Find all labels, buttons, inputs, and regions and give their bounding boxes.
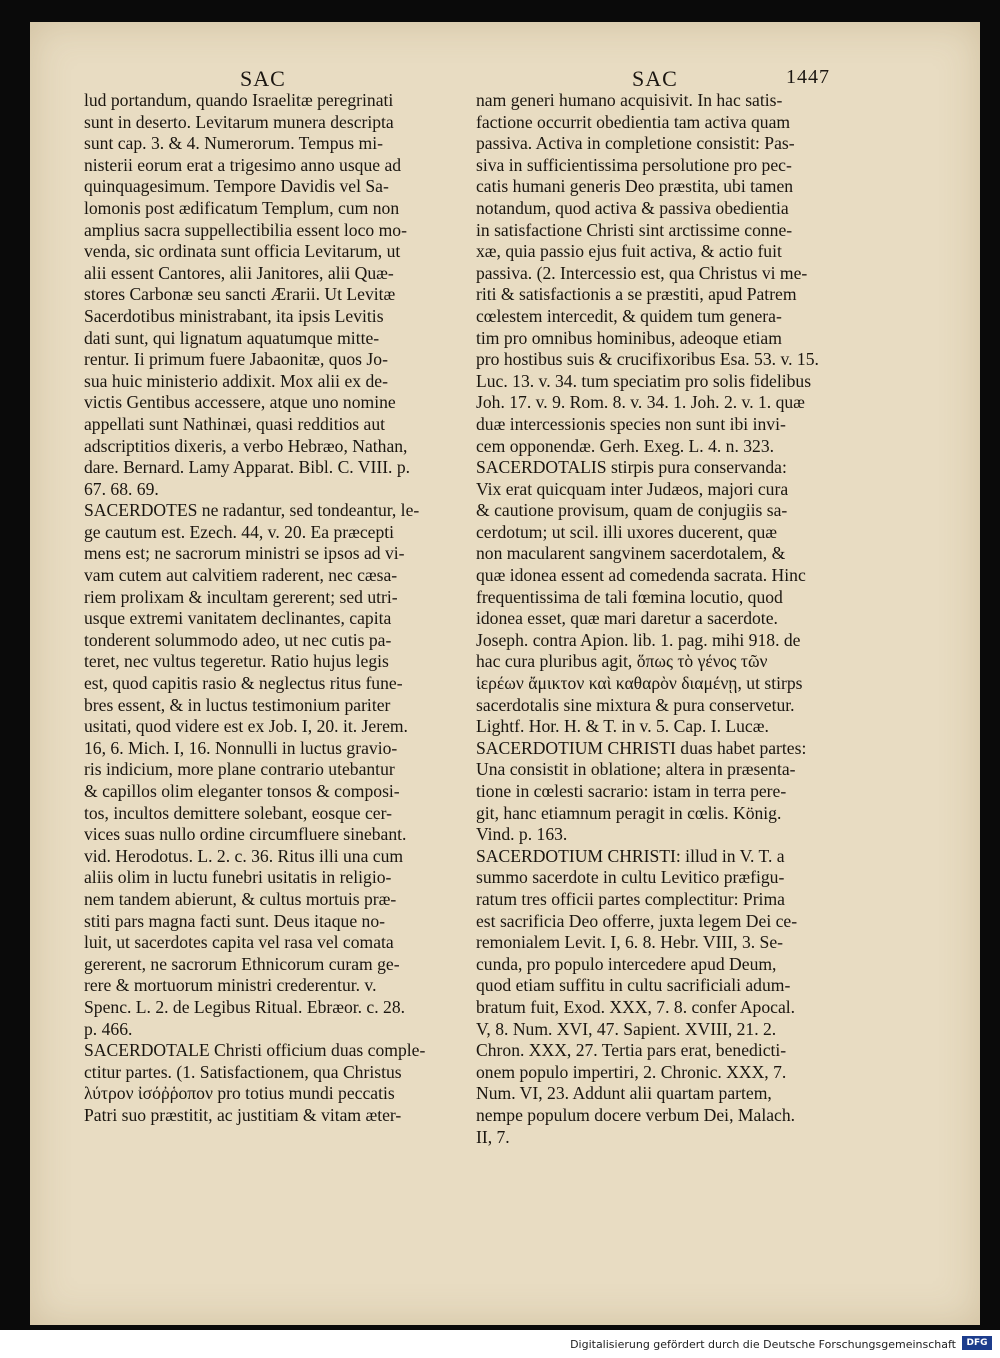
text-line: passiva. (2. Intercessio est, qua Christus vi me- [476,262,808,283]
text-line: gererent, ne sacrorum Ethnicorum curam ge- [84,953,400,974]
text-line: frequentissima de tali fœmina locutio, quod [476,586,783,607]
text-line: SACERDOTALE Christi officium duas comple- [84,1040,426,1061]
text-line: ge cautum est. Ezech. 44, v. 20. Ea præcepti [84,521,395,542]
text-line: Lightf. Hor. H. & T. in v. 5. Cap. I. Lucæ. [476,716,769,737]
dfg-logo: DFG [962,1336,992,1350]
text-line: est sacrificia Deo offerre, juxta legem Dei ce- [476,910,798,931]
text-line: Chron. XXX, 27. Tertia pars erat, benedicti- [476,1040,787,1061]
text-line: stores Carbonæ seu sancti Ærarii. Ut Levitæ [84,284,396,305]
text-line: venda, sic ordinata sunt officia Levitarum, ut [84,241,401,262]
text-line: dati sunt, qui lignatum aquatumque mitte- [84,327,380,348]
text-line: sunt in deserto. Levitarum munera descripta [84,111,394,132]
text-line: Joh. 17. v. 9. Rom. 8. v. 34. 1. Joh. 2. v. 1. quæ [476,392,805,413]
text-line: nam generi humano acquisivit. In hac satis- [476,90,783,110]
text-line: quæ idonea essent ad comedenda sacrata. Hinc [476,565,806,586]
text-line: onem populo impertiri, 2. Chronic. XXX, 7. [476,1061,787,1082]
text-line: cunda, pro populo intercedere apud Deum, [476,953,777,974]
text-line: sunt cap. 3. & 4. Numerorum. Tempus mi- [84,133,383,154]
text-line: dare. Bernard. Lamy Apparat. Bibl. C. VIII. p. [84,457,411,478]
text-line: sacerdotalis sine mixtura & pura conservetur. [476,694,795,715]
text-line: ἱερέων ἄμικτον καὶ καθαρὸν διαμένῃ, ut stirps [476,673,803,694]
text-line: summo sacerdote in cultu Levitico præfigu- [476,867,785,888]
text-line: siva in sufficientissima persolutione pro pec- [476,154,792,175]
text-line: ris indicium, more plane contrario utebantur [84,759,395,780]
text-line: & capillos olim eleganter tonsos & composi- [84,781,400,801]
left-running-head: SAC [240,66,286,91]
text-line: SACERDOTIUM CHRISTI duas habet partes: [476,737,807,758]
text-line: hac cura pluribus agit, ὅπως τὸ γένος τῶν [476,651,768,672]
text-line: est, quod capitis rasio & neglectus ritus fune- [84,673,403,694]
text-line: tim pro omnibus hominibus, adeoque etiam [476,327,782,348]
text-line: luit, ut sacerdotes capita vel rasa vel comata [84,932,394,953]
text-line: SACERDOTIUM CHRISTI: illud in V. T. a [476,845,785,866]
text-line: vid. Herodotus. L. 2. c. 36. Ritus illi una cum [84,845,404,866]
text-line: catis humani generis Deo præstita, ubi tamen [476,176,794,197]
text-line: quod etiam suffitu in cultu sacrificiali adum- [476,975,791,996]
text-line: xæ, quia passio ejus fuit activa, & actio fuit [476,241,782,262]
text-line: tos, incultos demittere solebant, eosque cer- [84,802,392,823]
text-line: remonialem Levit. I, 6. 8. Hebr. VIII, 3. Se- [476,932,783,953]
text-line: Vind. p. 163. [476,824,568,845]
text-line: non macularent sangvinem sacerdotalem, & [476,543,786,564]
text-line: Una consistit in oblatione; altera in præsenta- [476,759,796,780]
text-line: rentur. Ii primum fuere Jabaonitæ, quos Jo- [84,349,388,370]
funding-note: Digitalisierung gefördert durch die Deutsche Forschungsgemeinschaft [570,1338,956,1351]
text-line: riem prolixam & incultam gererent; sed utri- [84,586,398,607]
text-line: bratum fuit, Exod. XXX, 7. 8. confer Apocal. [476,996,796,1017]
text-line: Vix erat quicquam inter Judæos, majori cura [476,478,789,499]
right-running-head: SAC [632,66,678,91]
text-line: Patri suo præstitit, ac justitiam & vitam æter- [84,1104,402,1125]
text-line: stiti pars magna facti sunt. Deus itaque no- [84,910,385,931]
text-line: usitati, quod videre est ex Job. I, 20. it. Jerem. [84,716,408,737]
text-line: alii essent Cantores, alii Janitores, alii Quæ- [84,262,394,283]
text-line: git, hanc etiamnum peragit in cœlis. König. [476,802,782,823]
right-column [476,90,842,1148]
text-line: appellati sunt Nathinæi, quasi redditios aut [84,413,386,434]
text-line: teret, nec vultus tegeretur. Ratio hujus legis [84,651,389,672]
footer-bar [0,1330,1000,1358]
text-line: usque extremi vanitatem declinantes, capita [84,608,392,629]
text-line: in satisfactione Christi sint arctissime conne- [476,219,793,240]
text-line: cerdotum; ut scil. illi uxores ducerent, quæ [476,521,777,542]
text-line: factione occurrit obedientia tam activa quam [476,111,791,132]
text-line: mens est; ne sacrorum ministri se ipsos ad vi- [84,543,405,564]
left-column [84,90,458,1127]
text-line: passiva. Activa in completione consistit: Pas- [476,133,795,154]
text-line: Joseph. contra Apion. lib. 1. pag. mihi 918. de [476,629,801,650]
text-line: notandum, quod activa & passiva obedientia [476,197,789,218]
text-line: Num. VI, 23. Addunt alii quartam partem, [476,1083,772,1104]
text-line: ratum tres officii partes complectitur: Prima [476,888,785,909]
text-line: V, 8. Num. XVI, 47. Sapient. XVIII, 21. 2. [476,1018,777,1039]
text-line: aliis olim in luctu funebri usitatis in religio- [84,867,392,888]
text-line: SACERDOTES ne radantur, sed tondeantur, le- [84,500,420,521]
text-line: 67. 68. 69. [84,478,159,499]
text-line: riti & satisfactionis a se præstiti, apud Patrem [476,284,797,305]
text-line: bres essent, & in luctus testimonium pariter [84,694,391,715]
text-line: ctitur partes. (1. Satisfactionem, qua Christus [84,1061,402,1082]
text-line: duæ intercessionis species non sunt ibi invi- [476,413,786,434]
text-line: lomonis post ædificatum Templum, cum non [84,197,400,218]
text-line: idonea esset, quæ mari daretur a sacerdote. [476,608,778,629]
text-line: vam cutem aut calvitiem raderent, nec cæsa- [84,565,398,586]
text-line: & cautione provisum, quam de conjugiis sa- [476,500,788,521]
text-line: Luc. 13. v. 34. tum speciatim pro solis fidelibus [476,370,812,391]
text-line: nisterii eorum erat a trigesimo anno usque ad [84,154,402,175]
text-line: nem tandem abierunt, & cultus mortuis præ- [84,888,397,909]
text-line: tonderent solummodo adeo, ut nec cutis pa- [84,629,392,650]
text-line: amplius sacra suppellectibilia essent loco mo- [84,219,407,240]
text-line: Spenc. L. 2. de Legibus Ritual. Ebræor. c. 28. [84,996,406,1017]
text-line: II, 7. [476,1126,510,1147]
text-line: cem opponendæ. Gerh. Exeg. L. 4. n. 323. [476,435,775,456]
text-line: SACERDOTALIS stirpis pura conservanda: [476,457,787,478]
text-line: nempe populum docere verbum Dei, Malach. [476,1104,796,1125]
text-line: pro hostibus suis & crucifixoribus Esa. 53. v. 15. [476,349,819,370]
text-line: cœlestem intercedit, & quidem tum genera- [476,305,782,326]
text-line: victis Gentibus accessere, atque uno nomine [84,392,396,413]
text-line: adscriptitios dixeris, a verbo Hebræo, Nathan, [84,435,408,456]
page-number: 1447 [786,66,830,88]
text-line: 16, 6. Mich. I, 16. Nonnulli in luctus gravio- [84,737,398,758]
text-line: quinquagesimum. Tempore Davidis vel Sa- [84,176,389,197]
text-line: Sacerdotibus ministrabant, ita ipsis Levitis [84,305,384,326]
text-line: vices suas nullo ordine circumfluere sinebant. [84,824,407,845]
text-line: tione in cœlesti sacrario: istam in terra pere- [476,781,787,801]
text-line: λύτρον ἰσόῤῥοπον pro totius mundi peccatis [84,1083,395,1104]
text-line: p. 466. [84,1018,133,1039]
text-line: sua huic ministerio addixit. Mox alii ex de- [84,370,388,391]
text-line: rere & mortuorum ministri crederentur. v. [84,975,377,996]
text-line: lud portandum, quando Israelitæ peregrinati [84,90,394,110]
